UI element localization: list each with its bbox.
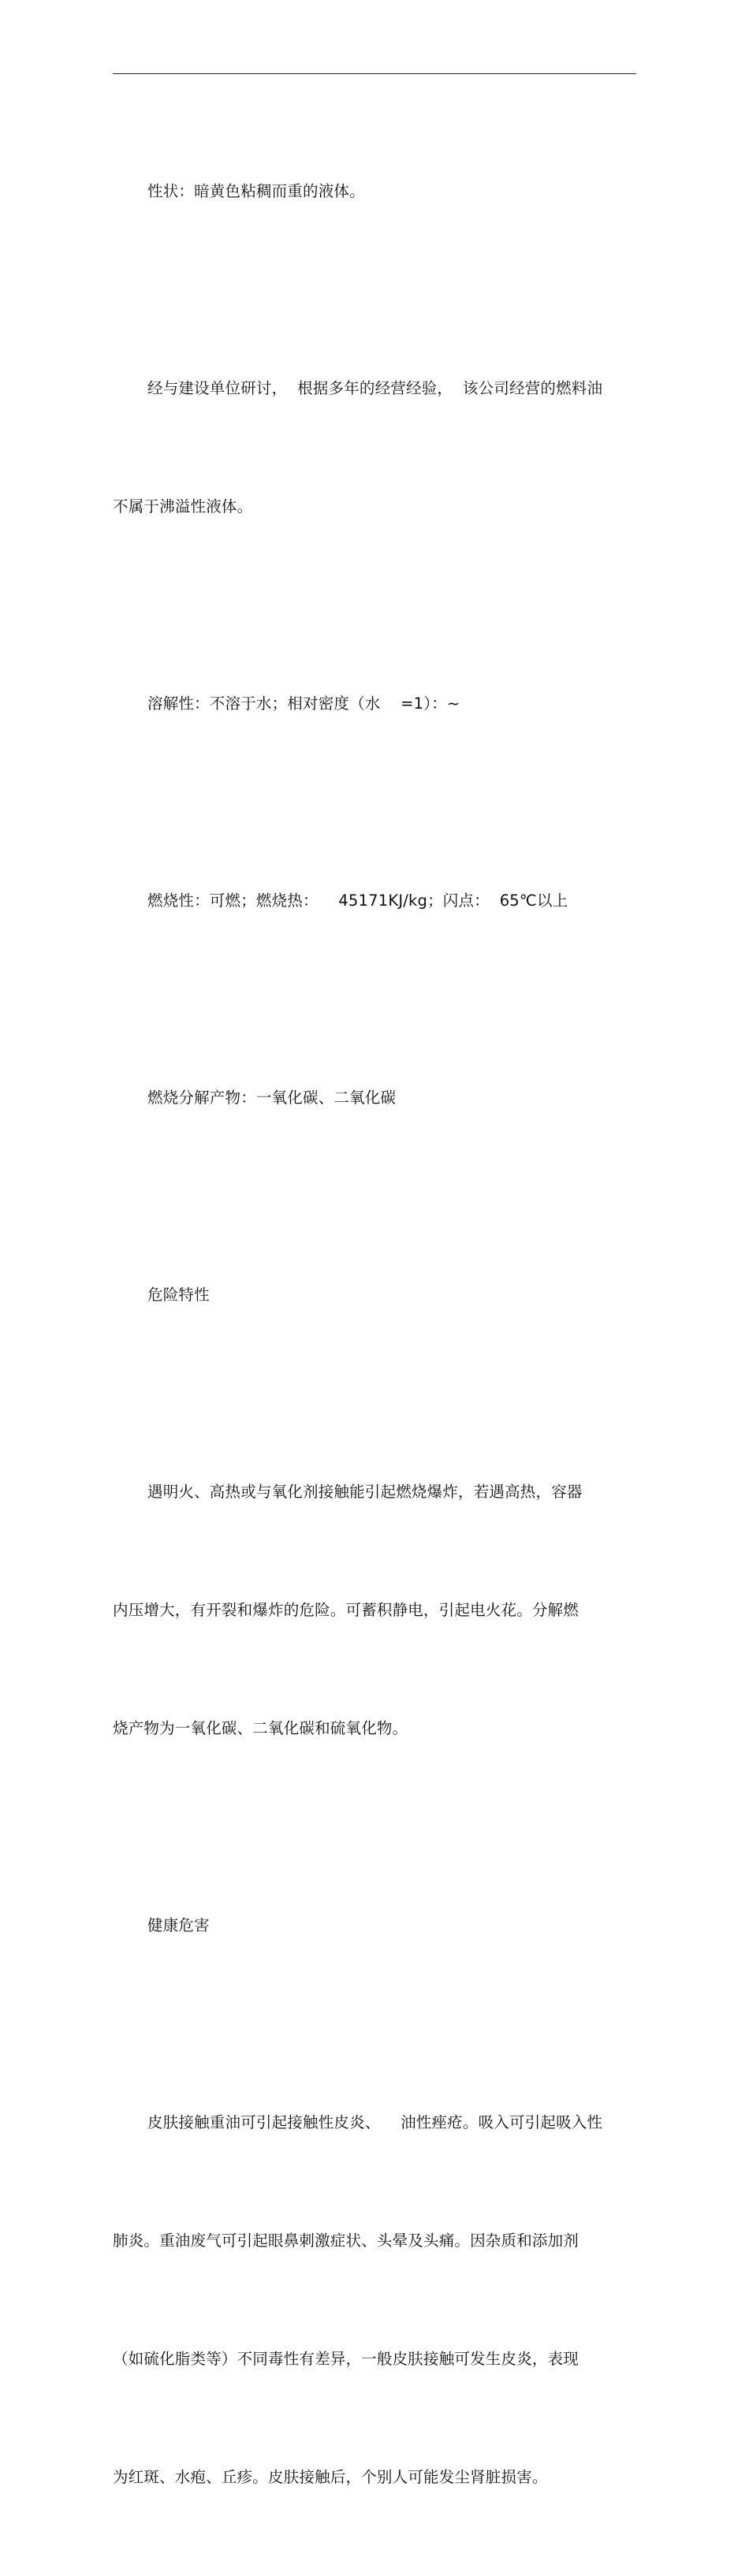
text-line: 为红斑、水疱、丘疹。皮肤接触后，个别人可能发尘肾脏损害。 [113, 2468, 548, 2486]
paragraph-hazard [113, 1394, 636, 1827]
header-rule [113, 73, 636, 74]
text-line: 内压增大，有开裂和爆炸的危险。可蓄积静电，引起电火花。分解燃 [113, 1601, 579, 1619]
heading-text: 健康危害 [147, 1916, 210, 1934]
text-line: 遇明火、高热或与氧化剂接触能引起燃烧爆炸，若遇高热，容器 [147, 1483, 583, 1501]
paragraph-non-boilover [113, 290, 636, 605]
text-line: 不属于沸溢性液体。 [113, 497, 253, 516]
text-line: 皮肤接触重油可引起接触性皮炎、 油性痤疮。吸入可引起吸入性 [147, 2113, 603, 2131]
section-heading-health [113, 1827, 636, 2024]
text-line: 燃烧性：可燃；燃烧热： 45171KJ/kg；闪点： 65℃以上 [147, 892, 568, 910]
text-line: 经与建设单位研讨， 根据多年的经营经验， 该公司经营的燃料油 [147, 379, 603, 397]
text-line: 烧产物为一氧化碳、二氧化碳和硫氧化物。 [113, 1719, 408, 1737]
document-body [113, 93, 636, 2576]
heading-text: 危险特性 [147, 1286, 210, 1304]
section-heading-hazard [113, 1197, 636, 1394]
text-line: （如硫化脂类等）不同毒性有差异，一般皮肤接触可发生皮炎，表现 [113, 2350, 579, 2368]
text-line: 溶解性：不溶于水；相对密度（水 =1）：~ [147, 694, 460, 713]
text-line: 燃烧分解产物：一氧化碳、二氧化碳 [147, 1089, 397, 1107]
paragraph-combustibility [113, 802, 636, 1000]
paragraph-solubility [113, 605, 636, 802]
paragraph-appearance [113, 93, 636, 290]
text-line: 肺炎。重油废气可引起眼鼻刺激症状、头晕及头痛。因杂质和添加剂 [113, 2232, 579, 2250]
text-line: 性状：暗黄色粘稠而重的液体。 [147, 182, 365, 200]
paragraph-health [113, 2024, 636, 2576]
paragraph-decomposition [113, 1000, 636, 1197]
